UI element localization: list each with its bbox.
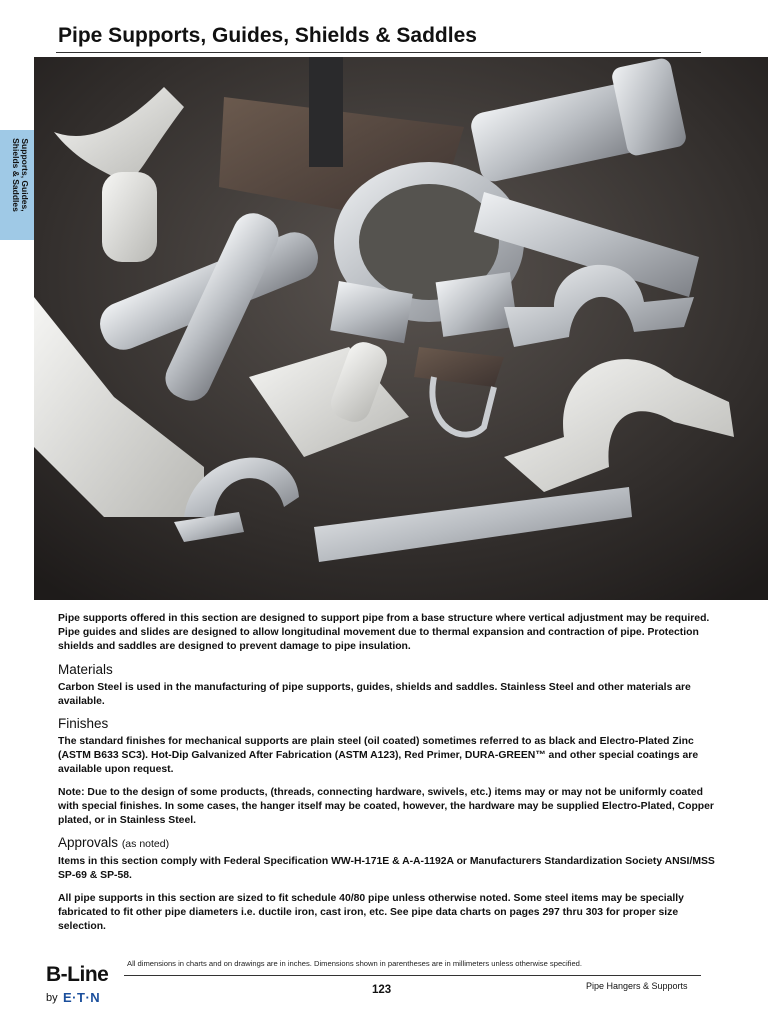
sizing-text: All pipe supports in this section are sized to fit schedule 40/80 pipe unless otherwise noted. Some steel items may be specially fabricated to fit other pipe diameters i.e. ductile iron, cast iron, etc. See pipe data charts on pages 297 thru 303 for proper size selection. [58, 893, 684, 932]
footer-divider [124, 975, 701, 976]
materials-section [58, 662, 718, 709]
materials-text: Carbon Steel is used in the manufacturing of pipe supports, guides, shields and saddles. Stainless Steel and other materials are available. [58, 682, 691, 707]
body-text [58, 612, 718, 941]
footer-section-name: Pipe Hangers & Supports [586, 981, 688, 991]
approvals-text: Items in this section comply with Federal Specification WW-H-171E & A-A-1192A or Manufacturers Standardization Society ANSI/MSS SP-69 & SP-58. [58, 856, 715, 881]
page-title: Pipe Supports, Guides, Shields & Saddles [58, 24, 477, 47]
title-divider [56, 52, 701, 53]
finishes-section [58, 716, 718, 828]
logo-by: by [46, 992, 58, 1004]
materials-heading: Materials [58, 662, 113, 677]
approvals-heading [58, 835, 718, 852]
finishes-note: Note: Due to the design of some products, (threads, connecting hardware, swivels, etc.) items may or may not be uniformly coated with special finishes. In some cases, the hanger itself may be coated, however, the hardware may be supplied Electro-Plated, Copper plated, or in Stainless Steel. [58, 787, 714, 826]
finishes-heading: Finishes [58, 716, 109, 731]
section-tab-label: Supports, Guides, Shields & Saddles [11, 138, 30, 212]
approvals-section [58, 835, 718, 934]
intro-paragraph: Pipe supports offered in this section are designed to support pipe from a base structure where vertical adjustment may be required. Pipe guides and slides are designed to allow longitudinal movement due to thermal expansion and contraction of pipe. Protection shields and saddles are designed to prevent damage to pipe insulation. [58, 613, 710, 652]
product-photo [34, 57, 768, 600]
eaton-logo: E·T·N [63, 990, 101, 1005]
page-number: 123 [372, 984, 392, 996]
product-photo-icon [34, 57, 768, 600]
bline-logo: B-Line [46, 963, 109, 986]
approvals-heading-note: (as noted) [121, 838, 170, 850]
approvals-heading-label: Approvals [58, 835, 119, 850]
footer-note: All dimensions in charts and on drawings are in inches. Dimensions shown in parentheses are in millimeters unless otherwise specified. [127, 959, 583, 968]
finishes-text: The standard finishes for mechanical supports are plain steel (oil coated) sometimes referred to as black and Electro-Plated Zinc (ASTM B633 SC3). Hot-Dip Galvanized After Fabrication (ASTM A123), Red Primer, DURA-GREEN™ and other special coatings are available upon request. [58, 736, 699, 775]
